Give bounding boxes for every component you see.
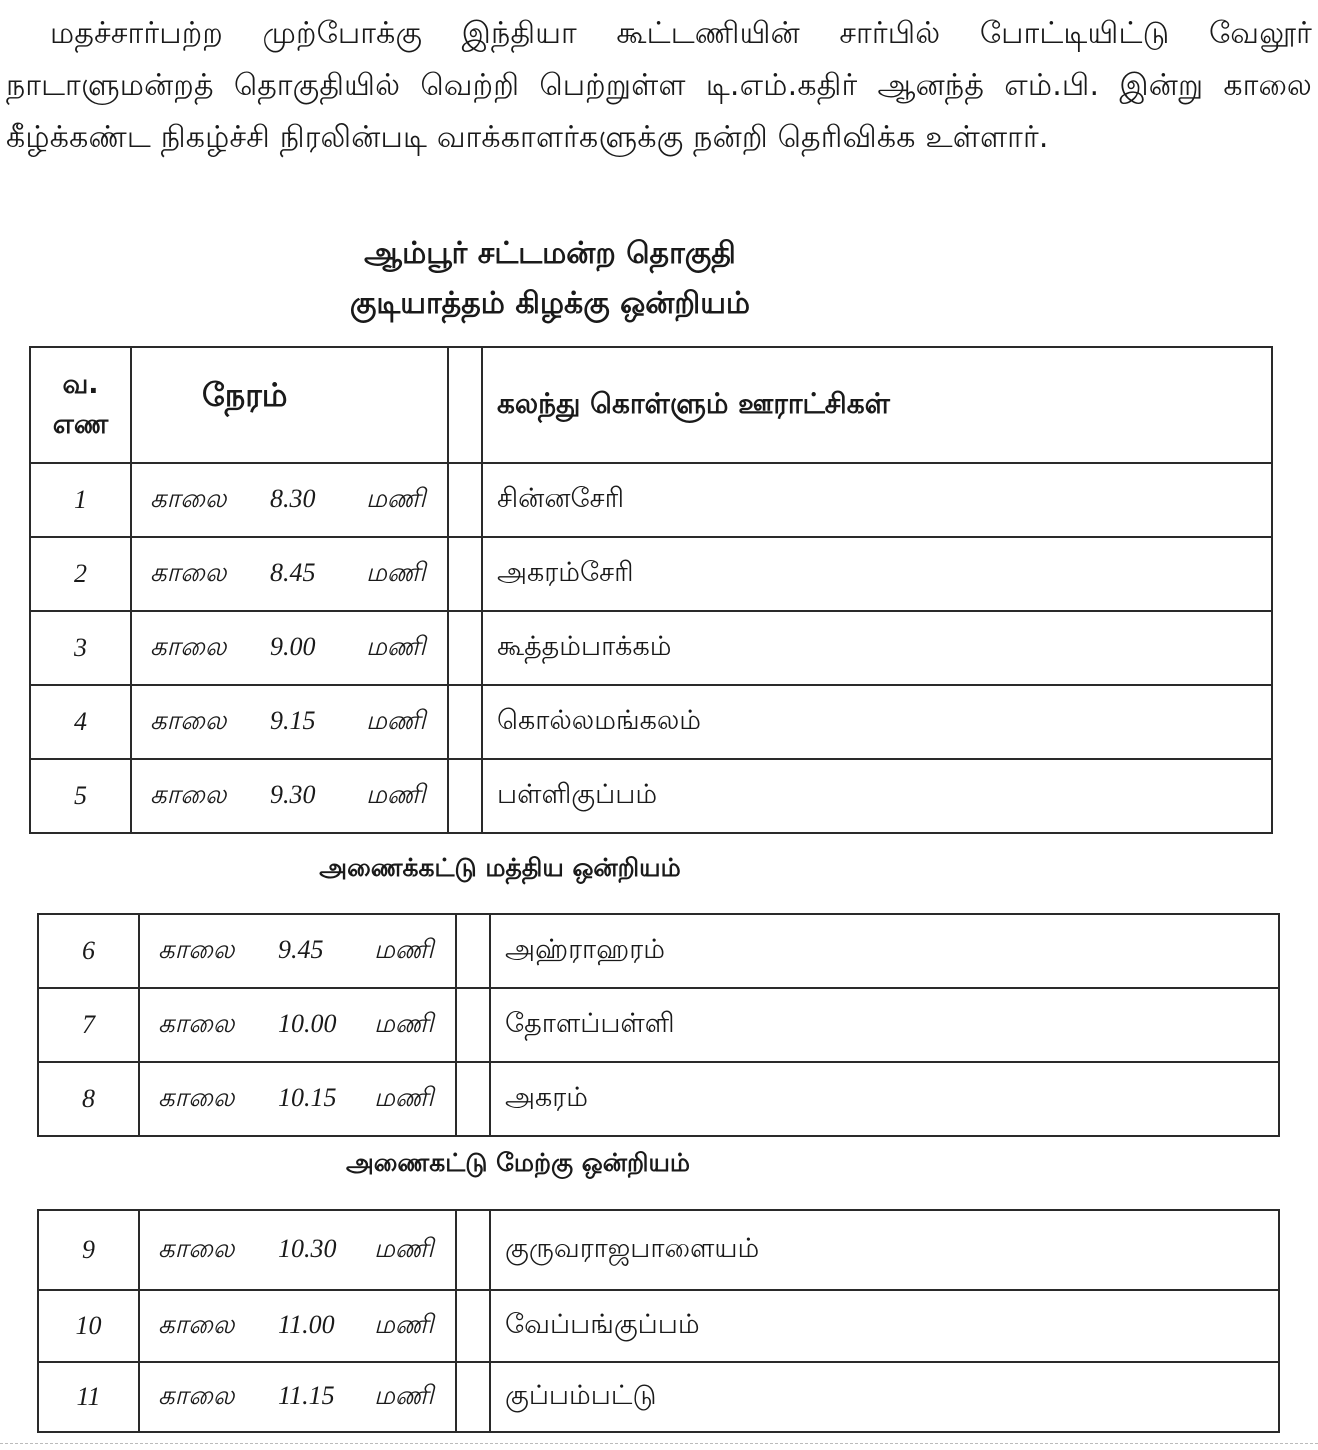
row-gap — [448, 537, 482, 611]
intro-paragraph: மதச்சார்பற்ற முற்போக்கு இந்தியா கூட்டணியின் சார்பில் போட்டியிட்டு வேலூர் நாடாளுமன்றத் தொகுதியில் வெற்றி பெற்றுள்ள டி.எம்.கதிர் ஆனந்த் எம்.பி. இன்று காலை கீழ்க்கண்ட நிகழ்ச்சி நிரலின்படி வாக்காளர்களுக்கு நன்றி தெரிவிக்க உள்ளார். — [6, 16, 1312, 155]
table-row — [30, 611, 1272, 685]
serial-header — [30, 347, 131, 463]
time-value: 9.45 — [278, 934, 324, 964]
time-word: காலை — [150, 483, 227, 513]
time-word: காலை — [150, 705, 227, 735]
time-unit: மணி — [366, 705, 426, 735]
page-edge-divider — [0, 1443, 1318, 1444]
time-word: காலை — [150, 557, 227, 587]
constituency-heading: ஆம்பூர் சட்டமன்ற தொகுதி — [364, 236, 736, 271]
table-row — [30, 685, 1272, 759]
row-gap — [448, 685, 482, 759]
time-value: 11.00 — [278, 1309, 335, 1339]
row-place: அகரம் — [490, 1062, 1279, 1136]
row-place: குப்பம்பட்டு — [490, 1362, 1279, 1432]
places-header: கலந்து கொள்ளும் ஊராட்சிகள் — [482, 347, 1272, 463]
row-place: கொல்லமங்கலம் — [482, 685, 1272, 759]
row-time — [139, 1210, 456, 1290]
row-place: அஹ்ராஹரம் — [490, 914, 1279, 988]
time-word: காலை — [158, 1008, 235, 1038]
serial-header-line2: எண — [52, 409, 109, 440]
table-row — [30, 537, 1272, 611]
time-unit: மணி — [366, 483, 426, 513]
time-unit: மணி — [374, 1309, 434, 1339]
row-gap — [448, 759, 482, 833]
time-unit: மணி — [374, 934, 434, 964]
time-unit: மணி — [374, 1233, 434, 1263]
row-number: 10 — [38, 1290, 139, 1362]
row-time — [139, 988, 456, 1062]
time-value: 8.45 — [270, 557, 316, 587]
row-gap — [456, 1062, 490, 1136]
section3-title: அணைகட்டு மேற்கு ஒன்றியம் — [345, 1148, 691, 1177]
time-word: காலை — [158, 1082, 235, 1112]
table-row — [38, 988, 1279, 1062]
schedule-table-3 — [37, 1209, 1280, 1433]
row-gap — [456, 1362, 490, 1432]
row-number: 5 — [30, 759, 131, 833]
row-place: வேப்பங்குப்பம் — [490, 1290, 1279, 1362]
row-place: சின்னசேரி — [482, 463, 1272, 537]
table-header-row — [30, 347, 1272, 463]
table-row — [38, 1210, 1279, 1290]
section2-title: அணைக்கட்டு மத்திய ஒன்றியம் — [319, 853, 681, 882]
row-time — [139, 1062, 456, 1136]
time-unit: மணி — [366, 557, 426, 587]
row-place: குருவராஜபாளையம் — [490, 1210, 1279, 1290]
row-place: அகரம்சேரி — [482, 537, 1272, 611]
row-gap — [456, 1290, 490, 1362]
time-word: காலை — [150, 779, 227, 809]
row-time — [139, 1362, 456, 1432]
time-value: 9.15 — [270, 705, 316, 735]
time-value: 8.30 — [270, 483, 316, 513]
time-unit: மணி — [374, 1380, 434, 1410]
table-row — [38, 1290, 1279, 1362]
row-time — [131, 759, 448, 833]
row-place: பள்ளிகுப்பம் — [482, 759, 1272, 833]
row-number: 4 — [30, 685, 131, 759]
time-unit: மணி — [366, 631, 426, 661]
time-word: காலை — [158, 1233, 235, 1263]
time-value: 9.30 — [270, 779, 316, 809]
row-number: 2 — [30, 537, 131, 611]
row-time — [131, 537, 448, 611]
row-number: 9 — [38, 1210, 139, 1290]
time-unit: மணி — [374, 1082, 434, 1112]
time-word: காலை — [158, 1380, 235, 1410]
row-place: கூத்தம்பாக்கம் — [482, 611, 1272, 685]
table-row — [38, 1062, 1279, 1136]
row-place: தோளப்பள்ளி — [490, 988, 1279, 1062]
row-time — [139, 914, 456, 988]
schedule-table-2 — [37, 913, 1280, 1137]
row-gap — [448, 463, 482, 537]
row-time — [139, 1290, 456, 1362]
time-unit: மணி — [374, 1008, 434, 1038]
time-word: காலை — [150, 631, 227, 661]
time-unit: மணி — [366, 779, 426, 809]
table-row — [38, 1362, 1279, 1432]
row-time — [131, 611, 448, 685]
row-number: 11 — [38, 1362, 139, 1432]
time-value: 11.15 — [278, 1380, 335, 1410]
gap-header — [448, 347, 482, 463]
row-gap — [456, 914, 490, 988]
table-row — [30, 759, 1272, 833]
time-word: காலை — [158, 1309, 235, 1339]
time-value: 10.00 — [278, 1008, 337, 1038]
row-gap — [456, 1210, 490, 1290]
row-gap — [456, 988, 490, 1062]
row-number: 6 — [38, 914, 139, 988]
time-word: காலை — [158, 934, 235, 964]
row-number: 3 — [30, 611, 131, 685]
union-heading: குடியாத்தம் கிழக்கு ஒன்றியம் — [349, 286, 751, 321]
table-row — [38, 914, 1279, 988]
time-value: 10.15 — [278, 1082, 337, 1112]
row-number: 1 — [30, 463, 131, 537]
row-time — [131, 685, 448, 759]
serial-header-line1: வ. — [62, 369, 99, 400]
row-number: 8 — [38, 1062, 139, 1136]
row-number: 7 — [38, 988, 139, 1062]
time-value: 9.00 — [270, 631, 316, 661]
time-value: 10.30 — [278, 1233, 337, 1263]
time-header: நேரம் — [131, 347, 448, 463]
table-row — [30, 463, 1272, 537]
row-gap — [448, 611, 482, 685]
row-time — [131, 463, 448, 537]
schedule-table-1 — [29, 346, 1273, 834]
